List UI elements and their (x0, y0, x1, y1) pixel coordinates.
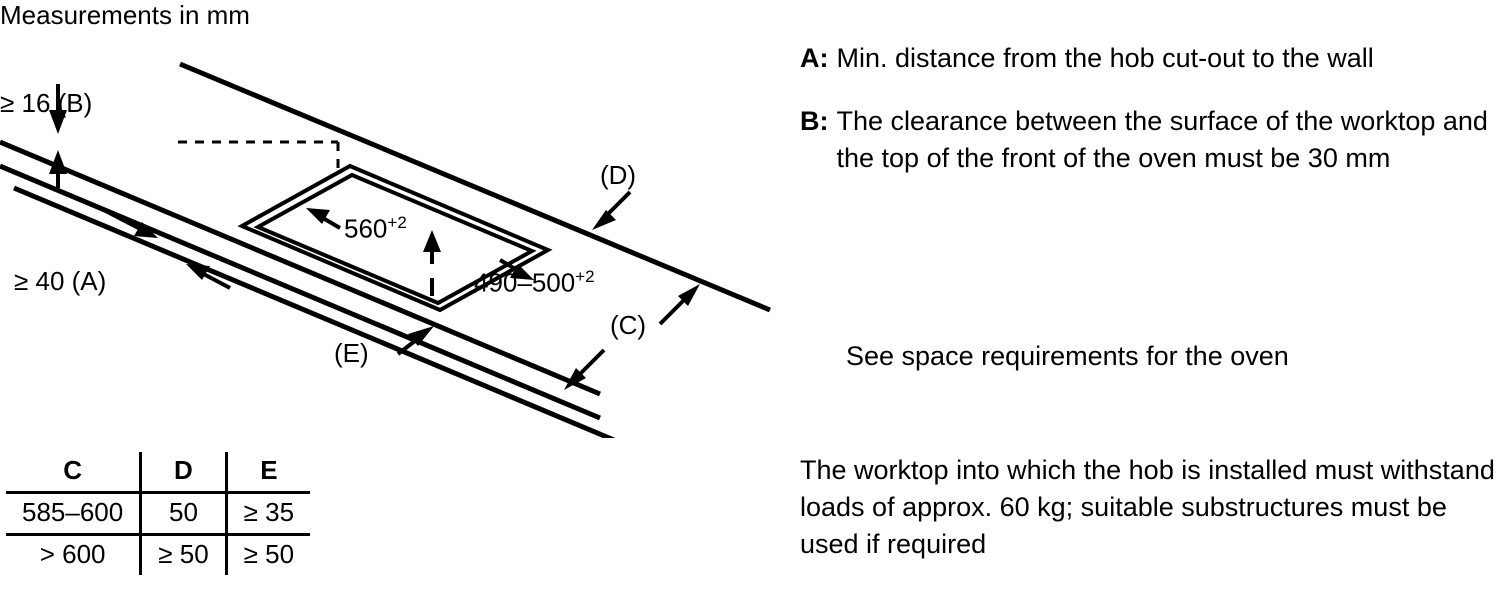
cutout-width-tolerance: +2 (387, 213, 407, 232)
note-a (800, 40, 1490, 77)
label-c-text: (C) (610, 310, 647, 340)
cell-d-2: ≥ 50 (141, 535, 226, 576)
label-b-clearance (0, 88, 92, 118)
label-cutout-depth (474, 262, 595, 298)
cell-c-2: > 600 (6, 535, 141, 576)
dimensions-table-wrap (6, 452, 426, 575)
note-b (800, 103, 1490, 177)
cutout-depth-value: 490–500 (474, 267, 576, 298)
label-e (334, 338, 369, 368)
cutout-width-value: 560 (344, 213, 388, 244)
cell-c-1: 585–600 (6, 493, 141, 535)
dimensions-table (6, 452, 310, 575)
cell-e-1: ≥ 35 (226, 493, 310, 535)
note-oven-space-requirements: See space requirements for the oven (846, 341, 1289, 371)
note-b-text: The clearance between the surface of the worktop and the top of the front of the oven must be 30 mm (836, 106, 1488, 173)
note-a-text: Min. distance from the hob cut-out to the wall (836, 43, 1374, 73)
label-d-text: (D) (600, 160, 637, 190)
cell-e-2: ≥ 50 (243, 539, 295, 569)
table-row (6, 535, 310, 576)
label-e-text: (E) (334, 338, 369, 368)
label-a-text: ≥ 40 (A) (14, 266, 107, 296)
table-row (6, 493, 310, 535)
table-header-d: D (141, 452, 226, 493)
label-b-text: ≥ 16 (B) (0, 88, 93, 118)
table-header-e: E (226, 452, 310, 493)
note-worktop-load: The worktop into which the hob is installed must withstand loads of approx. 60 kg; suitable substructures must be used if required (800, 455, 1495, 559)
label-cutout-width (344, 208, 407, 244)
label-c (610, 310, 646, 340)
note-b-key: B: (800, 106, 829, 136)
notes-list (800, 40, 1490, 203)
label-a-distance (14, 266, 106, 296)
table-header-row (6, 452, 310, 493)
cell-d-1: 50 (141, 493, 226, 535)
measurements-title: Measurements in mm (0, 0, 250, 30)
table-header-c: C (6, 452, 141, 493)
label-d (600, 160, 636, 190)
note-a-key: A: (800, 43, 829, 73)
cutout-depth-tolerance: +2 (575, 267, 595, 286)
